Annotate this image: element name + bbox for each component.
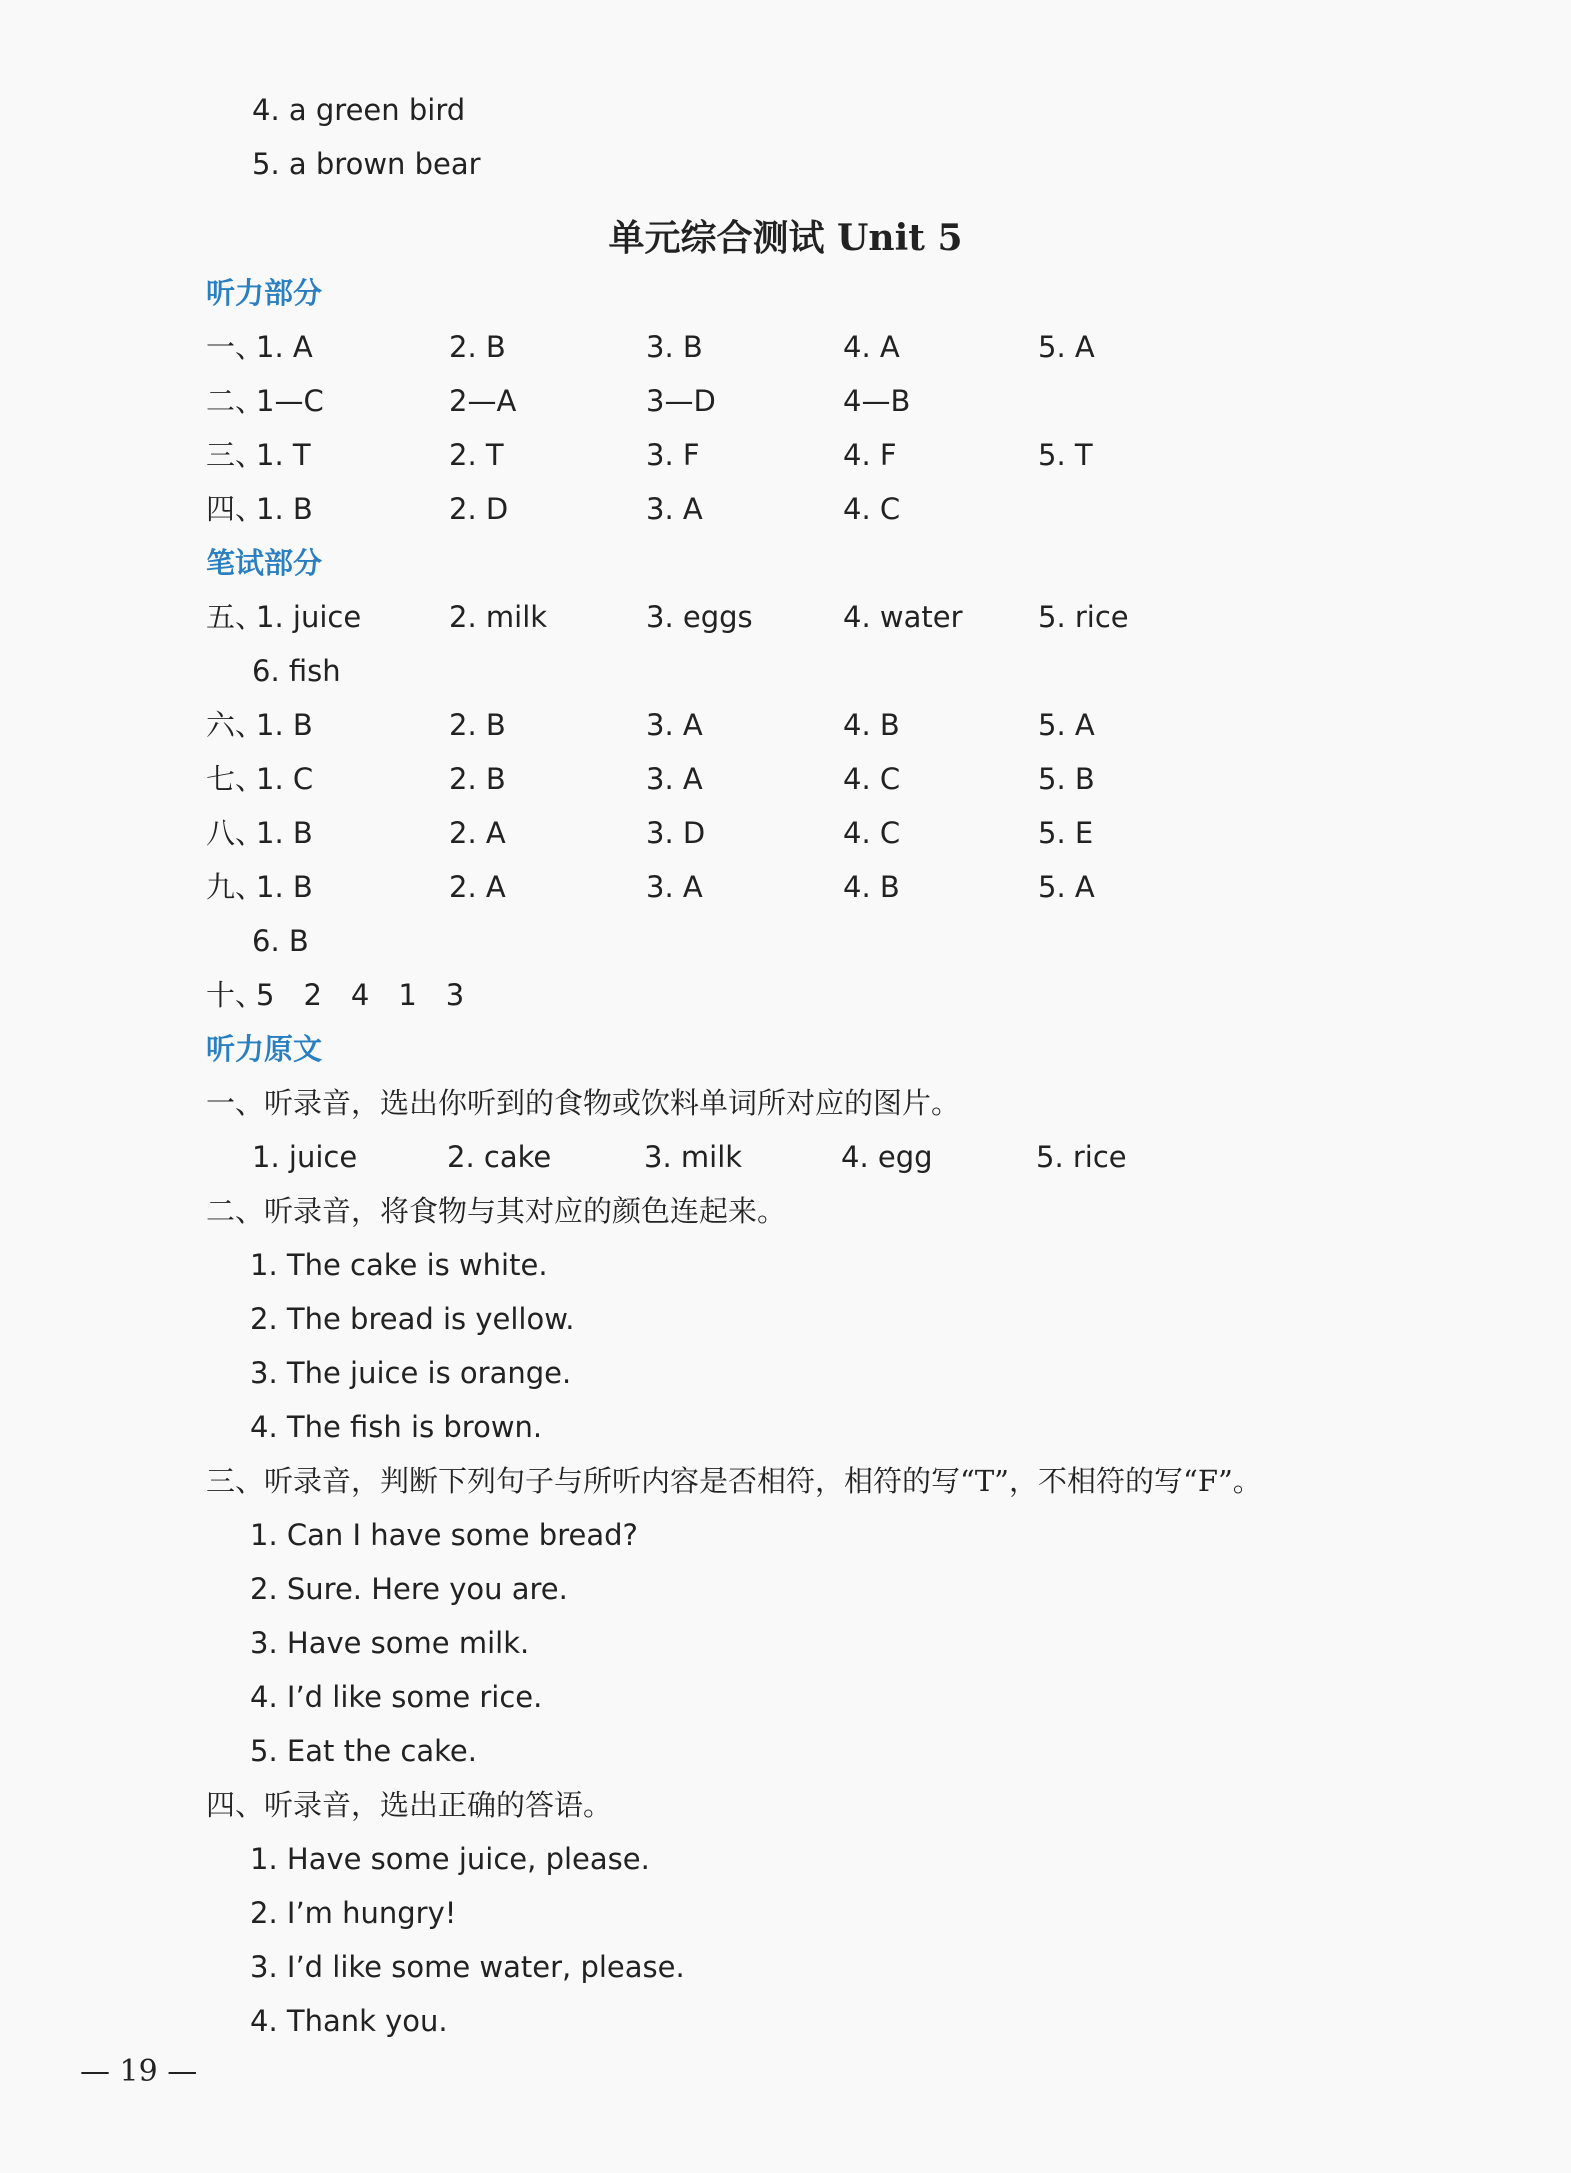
row-prefix: 九、 <box>206 870 265 904</box>
answer-row <box>0 383 1571 419</box>
script-item: 3. Have some milk. <box>250 1626 530 1660</box>
script-item: 2. Sure. Here you are. <box>250 1572 568 1606</box>
answer-row <box>0 437 1571 473</box>
answer-cell: 4. C <box>843 492 901 526</box>
answer-cell: 5 2 4 1 3 <box>256 978 465 1012</box>
answer-cell: 4. F <box>843 438 897 472</box>
answer-cell: 5. A <box>1038 330 1095 364</box>
answer-cell: 1. B <box>256 708 313 742</box>
answer-cell: 1. B <box>256 870 313 904</box>
answer-cell: 1. B <box>256 816 313 850</box>
answer-cell: 6. fish <box>252 654 341 688</box>
answer-cell: 5. rice <box>1038 600 1129 634</box>
answer-cell: 4. C <box>843 762 901 796</box>
answer-cell: 3. A <box>646 492 703 526</box>
script-item: 1. Can I have some bread? <box>250 1518 638 1552</box>
section-heading-written: 笔试部分 <box>206 546 323 580</box>
script-item: 3. The juice is orange. <box>250 1356 572 1390</box>
answer-cell: 5. A <box>1038 708 1095 742</box>
row-prefix: 六、 <box>206 708 265 742</box>
script-item: 2. I’m hungry! <box>250 1896 457 1930</box>
answer-cell: 3. B <box>646 330 703 364</box>
answer-cell: 6. B <box>252 924 309 958</box>
answer-row <box>0 923 1571 959</box>
list-item: 5. a brown bear <box>252 147 481 181</box>
script-item: 5. Eat the cake. <box>250 1734 477 1768</box>
answer-cell: 5. A <box>1038 870 1095 904</box>
row-prefix: 二、 <box>206 384 265 418</box>
instruction: 三、听录音，判断下列句子与所听内容是否相符，相符的写“T”，不相符的写“F”。 <box>206 1464 1262 1498</box>
answer-cell: 4. B <box>843 870 900 904</box>
answer-row <box>0 707 1571 743</box>
script-item: 2. cake <box>447 1140 552 1174</box>
answer-cell: 3. eggs <box>646 600 753 634</box>
script-item: 3. I’d like some water, please. <box>250 1950 685 1984</box>
answer-cell: 2. A <box>449 870 506 904</box>
answer-cell: 3. F <box>646 438 700 472</box>
answer-row <box>0 599 1571 635</box>
row-prefix: 七、 <box>206 762 265 796</box>
answer-cell: 4. water <box>843 600 963 634</box>
script-item: 1. The cake is white. <box>250 1248 548 1282</box>
row-prefix: 一、 <box>206 330 265 364</box>
answer-cell: 2. B <box>449 708 506 742</box>
answer-cell: 5. B <box>1038 762 1095 796</box>
answer-cell: 3—D <box>646 384 716 418</box>
list-item: 4. a green bird <box>252 93 466 127</box>
answer-cell: 2. T <box>449 438 504 472</box>
answer-cell: 3. A <box>646 762 703 796</box>
script-item: 3. milk <box>644 1140 743 1174</box>
answer-row <box>0 977 1571 1013</box>
answer-cell: 2. A <box>449 816 506 850</box>
script-item: 4. The fish is brown. <box>250 1410 543 1444</box>
answer-cell: 2—A <box>449 384 517 418</box>
answer-cell: 3. A <box>646 708 703 742</box>
answer-cell: 1. B <box>256 492 313 526</box>
answer-cell: 1. C <box>256 762 314 796</box>
answer-cell: 2. D <box>449 492 509 526</box>
answer-cell: 5. T <box>1038 438 1093 472</box>
script-item: 4. Thank you. <box>250 2004 448 2038</box>
answer-cell: 2. B <box>449 762 506 796</box>
answer-cell: 3. A <box>646 870 703 904</box>
answer-row <box>0 491 1571 527</box>
answer-cell: 1. A <box>256 330 313 364</box>
answer-cell: 4. B <box>843 708 900 742</box>
page-number: — 19 — <box>80 2054 198 2089</box>
answer-row <box>0 869 1571 905</box>
answer-cell: 4. A <box>843 330 900 364</box>
script-item: 2. The bread is yellow. <box>250 1302 575 1336</box>
answer-cell: 1. juice <box>256 600 362 634</box>
row-prefix: 八、 <box>206 816 265 850</box>
answer-cell: 4. C <box>843 816 901 850</box>
answer-row <box>0 329 1571 365</box>
script-item: 1. juice <box>252 1140 358 1174</box>
answer-row <box>0 653 1571 689</box>
instruction: 二、听录音，将食物与其对应的颜色连起来。 <box>206 1194 787 1228</box>
answer-cell: 3. D <box>646 816 706 850</box>
section-heading-script: 听力原文 <box>206 1032 323 1066</box>
answer-cell: 1. T <box>256 438 311 472</box>
script-item: 4. egg <box>841 1140 933 1174</box>
script-row <box>0 1139 1571 1175</box>
instruction: 一、听录音，选出你听到的食物或饮料单词所对应的图片。 <box>206 1086 961 1120</box>
answer-cell: 1—C <box>256 384 324 418</box>
answer-row <box>0 761 1571 797</box>
script-item: 1. Have some juice, please. <box>250 1842 650 1876</box>
row-prefix: 三、 <box>206 438 265 472</box>
row-prefix: 十、 <box>206 978 265 1012</box>
row-prefix: 四、 <box>206 492 265 526</box>
answer-cell: 4—B <box>843 384 911 418</box>
instruction: 四、听录音，选出正确的答语。 <box>206 1788 613 1822</box>
answer-cell: 5. E <box>1038 816 1094 850</box>
row-prefix: 五、 <box>206 600 265 634</box>
answer-row <box>0 815 1571 851</box>
answer-cell: 2. milk <box>449 600 548 634</box>
page-title: 单元综合测试 Unit 5 <box>608 217 963 259</box>
section-heading-listening: 听力部分 <box>206 276 323 310</box>
script-item: 5. rice <box>1036 1140 1127 1174</box>
answer-cell: 2. B <box>449 330 506 364</box>
script-item: 4. I’d like some rice. <box>250 1680 543 1714</box>
